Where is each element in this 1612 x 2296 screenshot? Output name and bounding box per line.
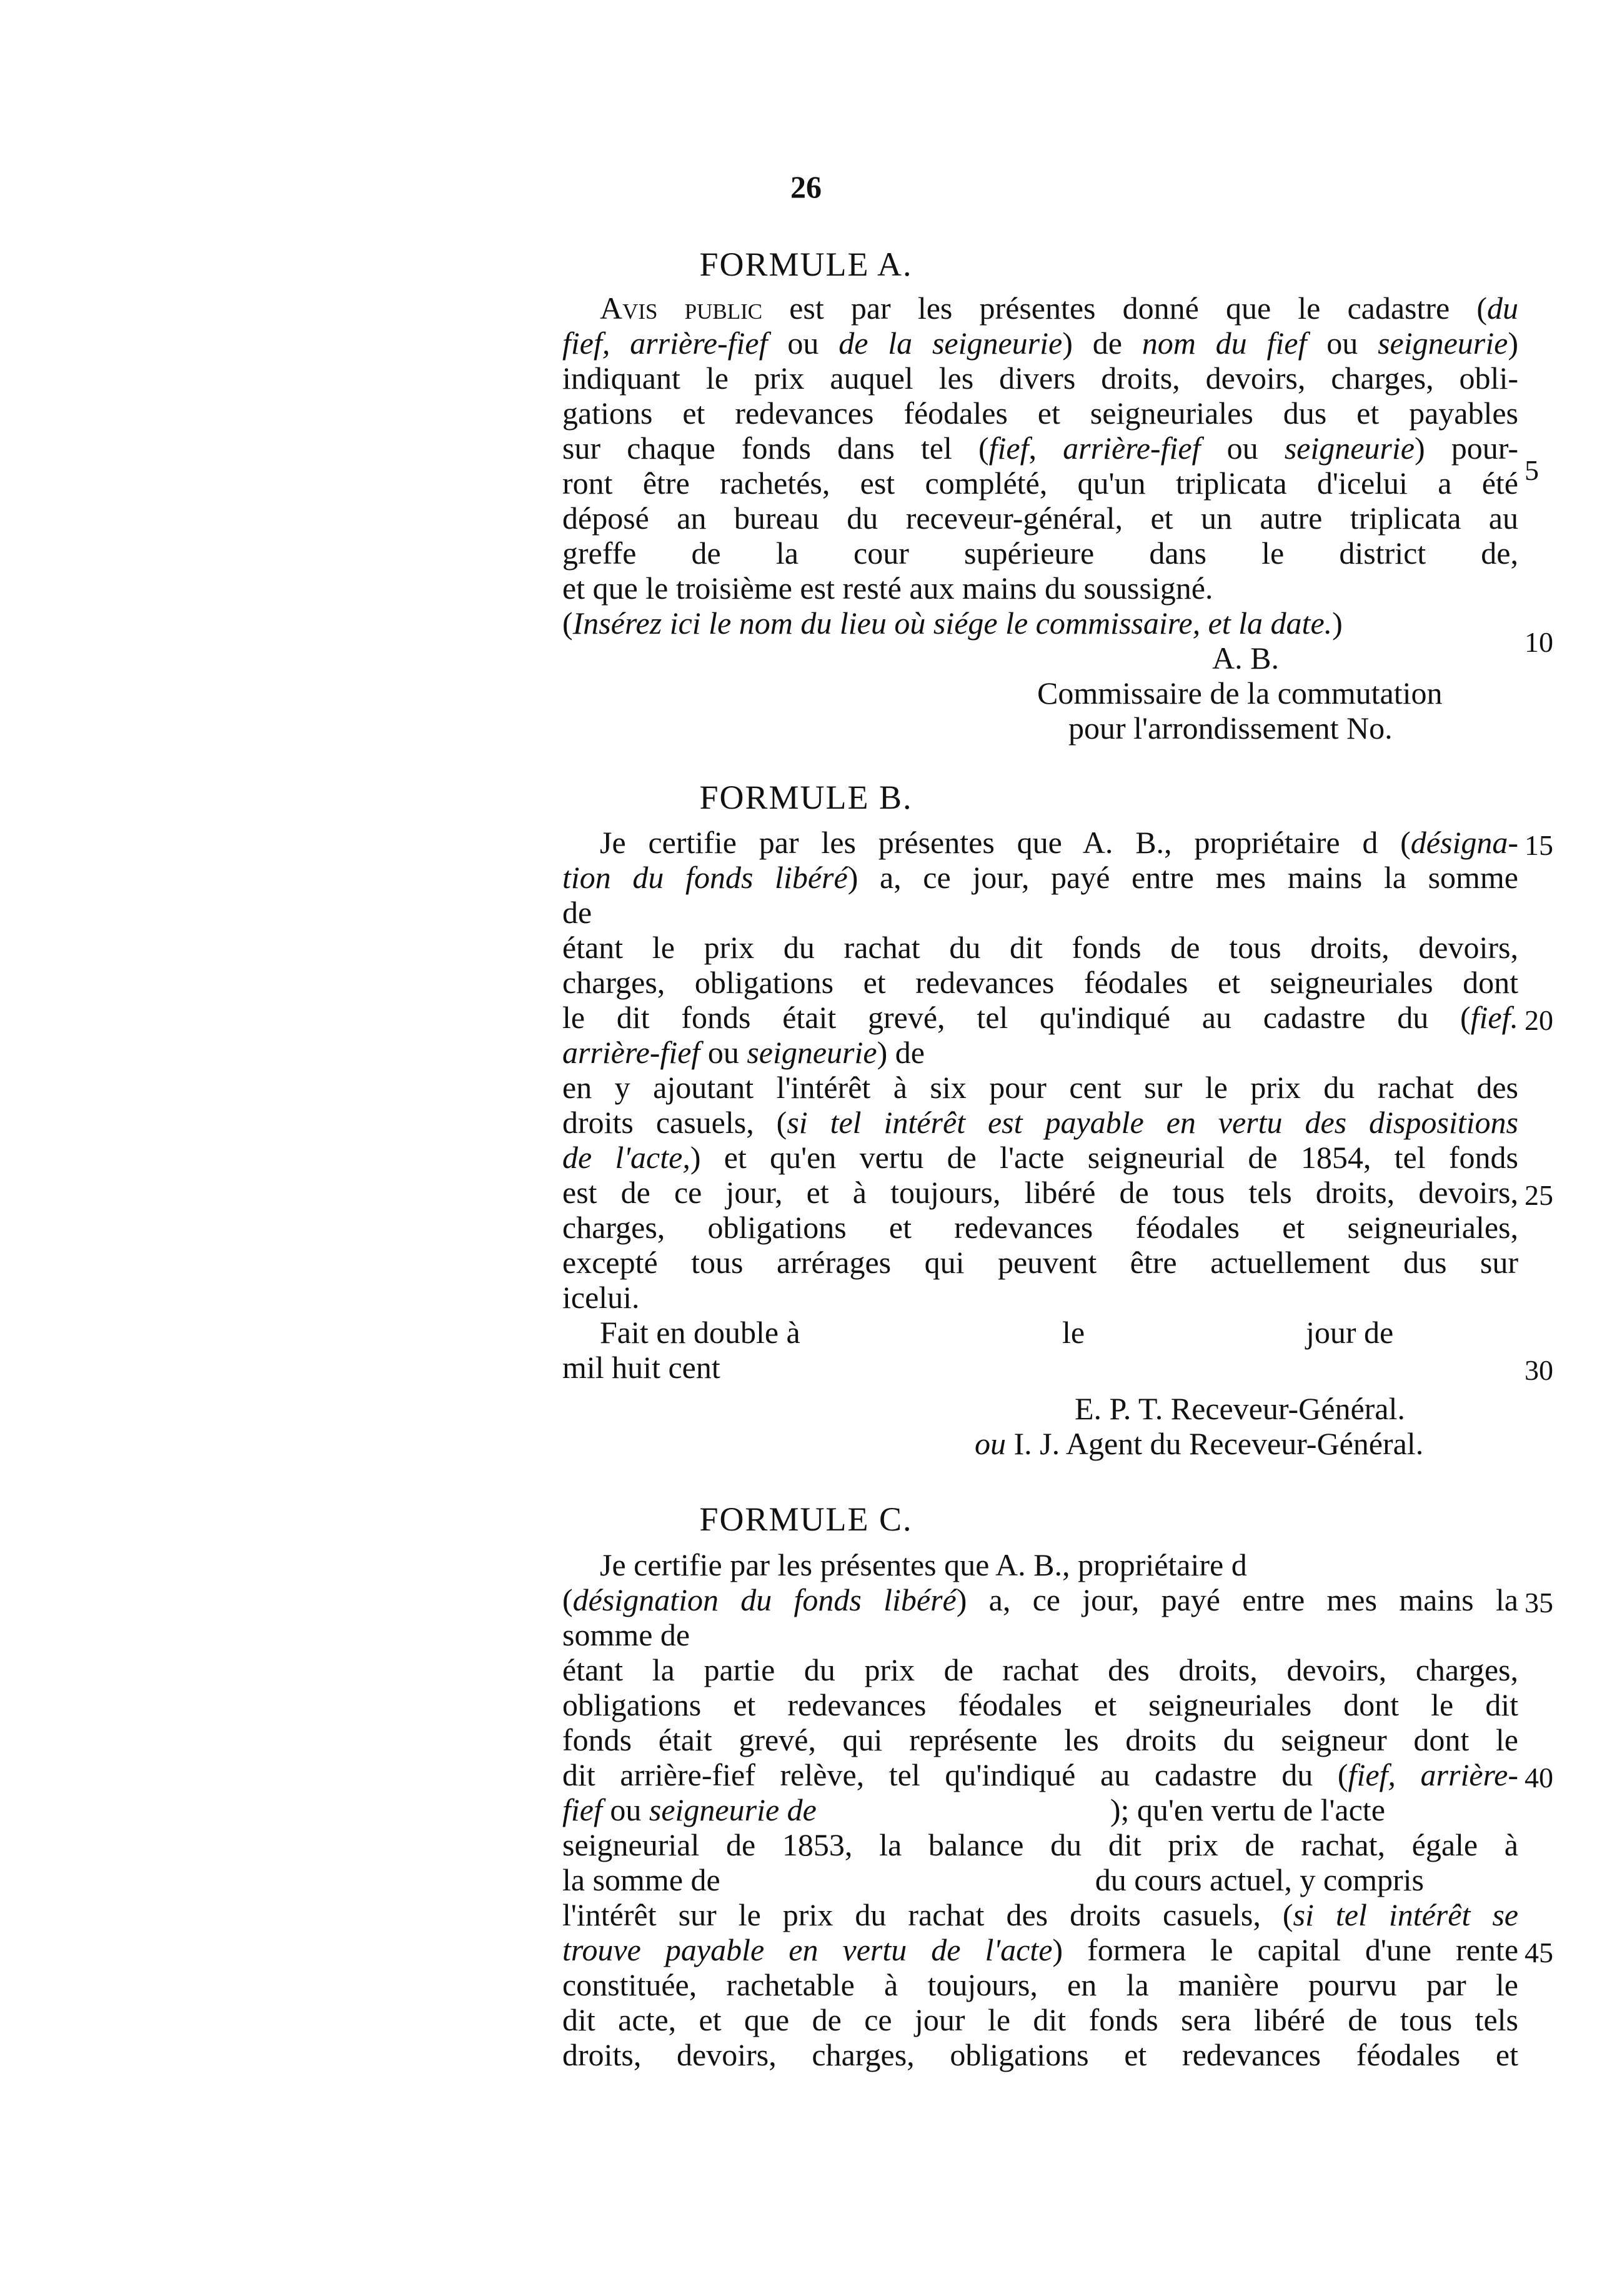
line-number-5: 5 <box>1525 454 1539 486</box>
formule-b-line-12: charges, obligations et redevances féodales et seigneuriales, <box>562 1210 1518 1245</box>
line-number-30: 30 <box>1525 1354 1553 1386</box>
formule-b-line-5: charges, obligations et redevances féodales et seigneuriales dont <box>562 965 1518 1000</box>
formule-a-line-7: déposé an bureau du receveur-général, et un autre triplicata au <box>562 501 1518 536</box>
formule-b-fait-le: le <box>1062 1315 1085 1350</box>
line-number-35: 35 <box>1525 1587 1553 1619</box>
formule-c-line-8: fief ou seigneurie de ); qu'en vertu de l'acte <box>562 1792 1385 1827</box>
formule-a-line-10: (Insérez ici le nom du lieu où siége le commissaire, et la date.) <box>562 606 1343 641</box>
formule-c-line-12: trouve payable en vertu de l'acte) formera le capital d'une rente <box>562 1932 1519 1967</box>
formule-b-line-8: en y ajoutant l'intérêt à six pour cent sur le prix du rachat des <box>562 1070 1518 1105</box>
formule-b-line-4: étant le prix du rachat du dit fonds de tous droits, devoirs, <box>562 930 1518 965</box>
formule-c-title: FORMULE C. <box>699 1500 913 1538</box>
formule-c-line-7: dit arrière-fief relève, tel qu'indiqué au cadastre du (fief, arrière- <box>562 1757 1518 1792</box>
formule-c-line-14: dit acte, et que de ce jour le dit fonds sera libéré de tous tels <box>562 2002 1518 2037</box>
formule-a-title: FORMULE A. <box>699 246 913 283</box>
line-number-20: 20 <box>1525 1004 1553 1036</box>
formule-b-line-3: de <box>562 895 592 930</box>
formule-a-line-3: indiquant le prix auquel les divers droits, devoirs, charges, obli- <box>562 361 1518 396</box>
formule-b-line-9: droits casuels, (si tel intérêt est payable en vertu des dispositions <box>562 1105 1518 1140</box>
formule-a-signature-title: Commissaire de la commutation <box>1037 676 1443 711</box>
formule-c-line-11: l'intérêt sur le prix du rachat des droits casuels, (si tel intérêt se <box>562 1897 1518 1932</box>
formule-b-mil-line: mil huit cent <box>562 1350 720 1385</box>
line-number-10: 10 <box>1525 626 1553 658</box>
formule-b-title: FORMULE B. <box>699 779 913 816</box>
formule-c-line-13: constituée, rachetable à toujours, en la manière pourvu par le <box>562 1967 1518 2002</box>
formule-b-line-13: excepté tous arrérages qui peuvent être actuellement dus sur <box>562 1245 1518 1280</box>
formule-a-signature-name: A. B. <box>1212 641 1279 676</box>
formule-c-line-3: somme de <box>562 1617 690 1652</box>
formule-b-line-6: le dit fonds était grevé, tel qu'indiqué au cadastre du (fief. <box>562 1000 1518 1035</box>
line-number-25: 25 <box>1525 1179 1553 1211</box>
formule-a-signature-district: pour l'arrondissement No. <box>1068 711 1393 746</box>
formule-b-line-10: de l'acte,) et qu'en vertu de l'acte seigneurial de 1854, tel fonds <box>562 1140 1518 1175</box>
formule-a-line-8: greffe de la cour supérieure dans le district de, <box>562 536 1518 571</box>
formule-b-line-7: arrière-fief ou seigneurie) de <box>562 1035 925 1070</box>
formule-c-line-10: la somme de du cours actuel, y compris <box>562 1862 1424 1897</box>
formule-c-line-4: étant la partie du prix de rachat des droits, devoirs, charges, <box>562 1652 1518 1687</box>
formule-c-line-6: fonds était grevé, qui représente les droits du seigneur dont le <box>562 1722 1518 1757</box>
page-number: 26 <box>790 169 822 204</box>
formule-b-line-14: icelui. <box>562 1280 640 1315</box>
formule-a-line-5: sur chaque fonds dans tel (fief, arrière-fief ou seigneurie) pour- <box>562 431 1519 466</box>
formule-b-signature-agent: ou I. J. Agent du Receveur-Général. <box>975 1426 1424 1461</box>
formule-c-line-15: droits, devoirs, charges, obligations et redevances féodales et <box>562 2037 1518 2072</box>
formule-c-line-5: obligations et redevances féodales et seigneuriales dont le dit <box>562 1687 1518 1722</box>
formule-b-signature-receveur: E. P. T. Receveur-Général. <box>1075 1391 1405 1426</box>
line-number-45: 45 <box>1525 1937 1553 1969</box>
formule-a-line-1: Avis public est par les présentes donné que le cadastre (du <box>600 291 1518 326</box>
formule-b-line-1: Je certifie par les présentes que A. B., propriétaire d (désigna- <box>600 825 1518 860</box>
formule-c-line-2: (désignation du fonds libéré) a, ce jour, payé entre mes mains la <box>562 1582 1518 1617</box>
line-number-15: 15 <box>1525 829 1553 861</box>
formule-b-fait-jour: jour de <box>1306 1315 1394 1350</box>
line-number-40: 40 <box>1525 1762 1553 1794</box>
formule-a-line-2: fief, arrière-fief ou de la seigneurie) de nom du fief ou seigneurie) <box>562 326 1518 361</box>
formule-c-line-1: Je certifie par les présentes que A. B., propriétaire d <box>600 1547 1247 1582</box>
formule-b-fait-place: Fait en double à <box>600 1315 800 1350</box>
formule-b-line-11: est de ce jour, et à toujours, libéré de tous tels droits, devoirs, <box>562 1175 1518 1210</box>
formule-a-line-4: gations et redevances féodales et seigneuriales dus et payables <box>562 396 1518 431</box>
formule-a-line-9: et que le troisième est resté aux mains du soussigné. <box>562 571 1213 606</box>
formule-a-line-6: ront être rachetés, est complété, qu'un triplicata d'icelui a été <box>562 466 1518 501</box>
formule-b-line-2: tion du fonds libéré) a, ce jour, payé entre mes mains la somme <box>562 860 1519 895</box>
formule-c-line-9: seigneurial de 1853, la balance du dit prix de rachat, égale à <box>562 1827 1518 1862</box>
